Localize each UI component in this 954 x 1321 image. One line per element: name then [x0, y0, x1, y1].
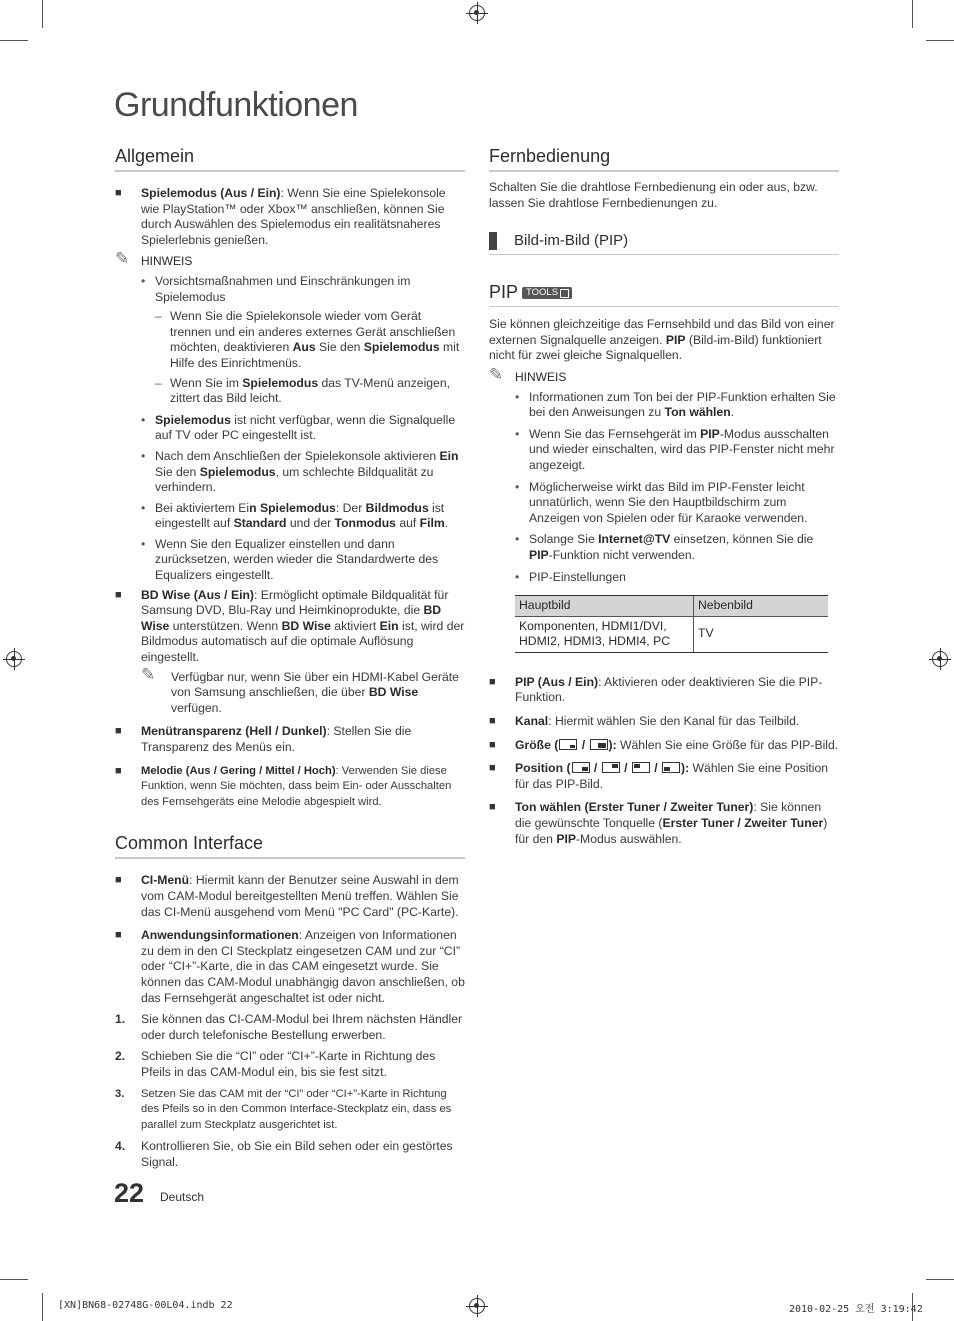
- tools-badge-icon: TOOLS: [522, 287, 572, 299]
- registration-mark-icon: [469, 1298, 485, 1314]
- pencil-note-icon: ✎: [141, 664, 156, 684]
- pip-settings-table: [515, 595, 828, 653]
- note-item: • Bei aktiviertem Ein Spielemodus: Der Bildmodus ist eingestellt auf Standard und der Tonmodus auf Film.: [115, 501, 465, 532]
- page-language: Deutsch: [160, 1190, 205, 1204]
- table-cell: TV: [694, 616, 829, 652]
- pip-size-large-icon: [590, 739, 608, 750]
- right-column: [489, 145, 839, 855]
- numbered-step: 2. Schieben Sie die “CI” oder “CI+”-Karte in Richtung des Pfeils in das CAM-Modul ein, bis sie fest sitzt.: [115, 1049, 436, 1079]
- pip-position-top-left-icon: [632, 762, 650, 773]
- crop-mark: [912, 0, 913, 28]
- list-item-ton-waehlen: ■ Ton wählen (Erster Tuner / Zweiter Tuner): Sie können die gewünschte Tonquelle (Erster Tuner / Zweiter Tuner) für den PIP-Modus auswählen.: [489, 800, 839, 847]
- note-item: • Nach dem Anschließen der Spielekonsole aktivieren Ein Sie den Spielemodus, um schlechte Bildqualität zu verhindern.: [115, 449, 465, 496]
- fernbedienung-text: Schalten Sie die drahtlose Fernbedienung ein oder aus, bzw. lassen Sie drahtlose Fernbedienungen zu.: [489, 180, 818, 210]
- list-item-ci-menu: ■ CI-Menü: Hiermit kann der Benutzer seine Auswahl in dem vom CAM-Modul bereitgestellten Menü treffen. Wählen Sie das CI-Menü ausgehend vom Menü "PC Card" (PC-Karte).: [115, 873, 465, 920]
- list-item-groesse: ■ Größe ( / ): Wählen Sie eine Größe für das PIP-Bild.: [489, 738, 839, 754]
- list-item-menuetransparenz: ■ Menütransparenz (Hell / Dunkel): Stellen Sie die Transparenz des Menüs ein.: [115, 724, 465, 755]
- table-cell: Komponenten, HDMI1/DVI, HDMI2, HDMI3, HDMI4, PC: [515, 616, 694, 652]
- note-item: • Spielemodus ist nicht verfügbar, wenn die Signalquelle auf TV oder PC eingestellt ist.: [115, 413, 465, 444]
- registration-mark-icon: [6, 651, 22, 667]
- registration-mark-icon: [932, 651, 948, 667]
- list-item-kanal: ■ Kanal: Hiermit wählen Sie den Kanal für das Teilbild.: [489, 714, 839, 730]
- pencil-note-icon: ✎: [489, 364, 504, 384]
- note-item: • PIP-Einstellungen: [489, 570, 839, 586]
- note-item: • Vorsichtsmaßnahmen und Einschränkungen im Spielemodus: [115, 274, 465, 305]
- crop-mark: [926, 40, 954, 41]
- table-header: Hauptbild: [515, 596, 694, 617]
- table-header-row: [515, 596, 828, 617]
- numbered-step: 4. Kontrollieren Sie, ob Sie ein Bild sehen oder ein gestörtes Signal.: [115, 1139, 453, 1169]
- print-slug-date: 2010-02-25 오전 3:19:42: [789, 1304, 923, 1315]
- pencil-note-icon: ✎: [115, 249, 130, 269]
- note-heading: ✎ HINWEIS: [115, 249, 193, 269]
- crop-mark: [926, 1279, 954, 1280]
- bdwise-note: ✎ Verfügbar nur, wenn Sie über ein HDMI-Kabel Geräte von Samsung anschließen, die über BD Wise verfügen.: [141, 664, 459, 715]
- section-heading-common-interface: Common Interface: [115, 832, 465, 859]
- list-item-bdwise: ■ BD Wise (Aus / Ein): Ermöglicht optimale Bildqualität für Samsung DVD, Blu-Ray und Heimkinoprodukte, die BD Wise unterstützen. Wenn BD Wise aktiviert Ein ist, wird der Bildmodus automatisch auf die optimale Auflösung eingestellt. ✎ Verfügbar nur, wenn Sie über ein HDMI-Kabel Geräte von Samsung anschließen, die über BD Wise verfügen.: [115, 588, 465, 717]
- numbered-step: 1. Sie können das CI-CAM-Modul bei Ihrem nächsten Händler oder durch telefonische Bestellung erwerben.: [115, 1012, 463, 1042]
- note-item: • Informationen zum Ton bei der PIP-Funktion erhalten Sie bei den Anweisungen zu Ton wählen.: [489, 390, 839, 421]
- pip-position-top-right-icon: [602, 762, 620, 773]
- left-column: [115, 145, 465, 1176]
- note-subitem: – Wenn Sie im Spielemodus das TV-Menü anzeigen, zittert das Bild leicht.: [115, 376, 465, 407]
- pip-intro: Sie können gleichzeitige das Fernsehbild und das Bild von einer externen Signalquelle anzeigen. PIP (Bild-im-Bild) funktioniert nicht für zwei gleiche Signalquellen.: [489, 317, 835, 363]
- note-item: • Solange Sie Internet@TV einsetzen, können Sie die PIP-Funktion nicht verwenden.: [489, 532, 839, 563]
- note-item: • Wenn Sie den Equalizer einstellen und dann zurücksetzen, werden wieder die Standardwerte des Equalizers eingestellt.: [115, 537, 465, 584]
- list-item-pip: ■ PIP (Aus / Ein): Aktivieren oder deaktivieren Sie die PIP-Funktion.: [489, 675, 839, 706]
- print-slug-file: [XN]BN68-02748G-00L04.indb 22: [58, 1300, 233, 1311]
- crop-mark: [42, 1293, 43, 1321]
- section-heading-allgemein: Allgemein: [115, 145, 465, 172]
- page-number: 22: [114, 1178, 145, 1208]
- pip-position-bottom-right-icon: [572, 762, 590, 773]
- list-item-anwendungsinformationen: ■ Anwendungsinformationen: Anzeigen von Informationen zu dem in den CI Steckplatz eingesetzen CAM und zur “CI” oder “CI+”-Karte, die in das CAM eingesetzt wurde. Sie können das CAM-Modul unabhängig davon anschließen, ob das Fernsehgerät angeschaltet ist oder nicht.: [115, 928, 465, 1006]
- note-item: • Möglicherweise wirkt das Bild im PIP-Fenster leicht unnatürlich, wenn Sie den Hauptbildschirm zum Anzeigen von Spielen oder für Karaoke verwenden.: [489, 480, 839, 527]
- table-header: Nebenbild: [694, 596, 829, 617]
- note-subitem: – Wenn Sie die Spielekonsole wieder vom Gerät trennen und ein anderes externes Gerät anschließen möchten, deaktivieren Aus Sie den Spielemodus mit Hilfe des Einrichtmenüs.: [115, 309, 465, 371]
- note-heading: ✎ HINWEIS: [489, 364, 567, 384]
- registration-mark-icon: [469, 5, 485, 21]
- crop-mark: [0, 40, 28, 41]
- numbered-step: 3. Setzen Sie das CAM mit der “CI” oder “CI+”-Karte in Richtung des Pfeils so in den Common Interface-Steckplatz ein, dass es parallel zum Steckplatz ausgerichtet ist.: [115, 1087, 452, 1131]
- subsection-heading-bild-im-bild: Bild-im-Bild (PIP): [489, 231, 839, 255]
- list-item-melodie: ■ Melodie (Aus / Gering / Mittel / Hoch): Verwenden Sie diese Funktion, wenn Sie möchten, dass beim Ein- oder Ausschalten des Fernsehgeräts eine Melodie abgespielt wird.: [115, 764, 465, 811]
- page-title: Grundfunktionen: [114, 86, 358, 124]
- crop-mark: [0, 1279, 28, 1280]
- pip-heading: PIP TOOLS: [489, 281, 839, 307]
- pip-position-bottom-left-icon: [662, 762, 680, 773]
- table-row: [515, 616, 828, 652]
- pip-size-small-icon: [559, 739, 577, 750]
- list-item-spielemodus: ■ Spielemodus (Aus / Ein): Wenn Sie eine Spielekonsole wie PlayStation™ oder Xbox™ anschließen, können Sie durch Auswählen des Spielemodus ein realitätsnaheres Spielerlebnis genießen.: [115, 186, 465, 248]
- list-item-position: ■ Position ( / / / ): Wählen Sie eine Position für das PIP-Bild.: [489, 761, 839, 792]
- crop-mark: [42, 0, 43, 28]
- note-item: • Wenn Sie das Fernsehgerät im PIP-Modus ausschalten und wieder einschalten, wird das PIP-Fenster nicht mehr angezeigt.: [489, 427, 839, 474]
- section-heading-fernbedienung: Fernbedienung: [489, 145, 839, 172]
